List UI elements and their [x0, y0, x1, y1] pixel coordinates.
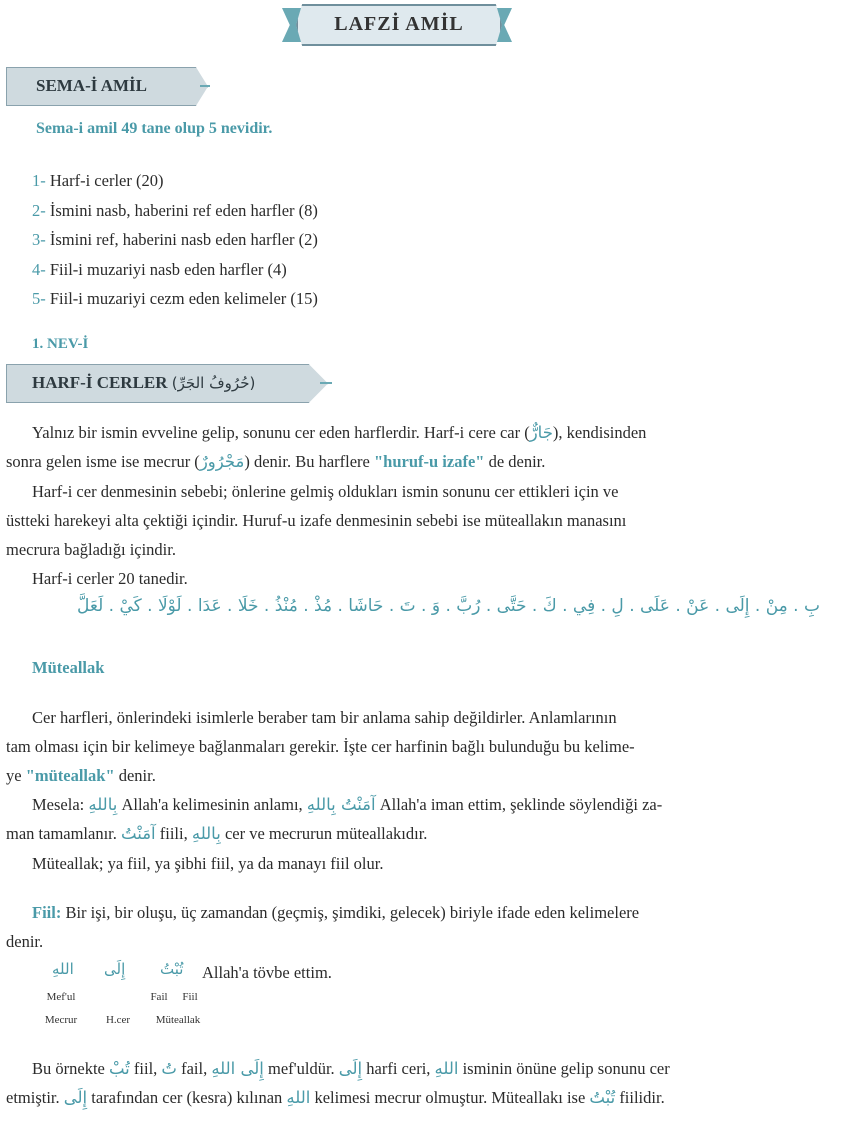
harf-heading: HARF-İ CERLER (حُرُوفُ الجَرِّ): [32, 373, 256, 392]
sema-banner-dash: [200, 85, 210, 87]
list-item: 4- Fiil-i muzariyi nasb eden harfler (4): [32, 259, 287, 279]
page-title: LAFZİ AMİL: [334, 13, 464, 35]
fiil-ex-tubtu: تُبْتُ: [160, 960, 184, 978]
list-item: 1- Harf-i cerler (20): [32, 171, 164, 190]
label-mefl: Mef'ul: [46, 991, 76, 1003]
fiil-ex-translation: Allah'a tövbe ettim.: [202, 963, 332, 982]
fiil-ex-ila: إِلَى: [104, 960, 126, 978]
harf-arabic-list: بِ . مِنْ . إِلَى . عَنْ . عَلَى . لِ . فِي . كَ . حَتَّى . رُبَّ . وَ . تَ . حَاشَا . مُذْ . مُنْذُ . خَلَا . عَدَا . لَوْلَا . كَيْ . لَعَلَّ: [77, 596, 820, 616]
harf-reason: Harf-i cer denmesinin sebebi; önlerine gelmiş oldukları ismin sonunu cer ettikleri için ve üstteki harekeyi alta çektiği içindir. Huruf-u izafe denmesinin sebebi ise müteallakın manasını mecrura bağladığı içindir.: [6, 482, 627, 559]
list-item: 2- İsmini nasb, haberini ref eden harfler (8): [32, 200, 318, 220]
muteallak-definition: Cer harfleri, önlerindeki isimlerle beraber tam bir anlama sahip değildirler. Anlamlarının tam olması için bir kelimeye bağlanmaları gerekir. İşte cer harfinin bağlı bulunduğu bu kelime- ye "müteallak" denir.: [6, 708, 635, 785]
nev-label: 1. NEV-İ: [32, 336, 89, 352]
example-explanation: Bu örnekte تُبْ fiil, تُ fail, إِلَى اللهِ mef'uldür. إِلَى harfi ceri, اللهِ isminin önüne gelip sonunu cer etmiştir. إِلَى tarafından cer (kesra) kılınan اللهِ kelimesi mecrur olmuştur. Müteallakı ise تُبْتُ fiilidir.: [6, 1059, 670, 1107]
label-hcer: H.cer: [105, 1014, 131, 1026]
list-item: 5- Fiil-i muzariyi cezm eden kelimeler (15): [32, 289, 318, 308]
label-muteallak: Müteallak: [155, 1014, 201, 1026]
sema-heading: SEMA-İ AMİL: [36, 76, 147, 95]
fiil-ex-allah: اللهِ: [52, 960, 74, 978]
fiil-definition: Fiil: Bir işi, bir oluşu, üç zamandan (geçmiş, şimdiki, gelecek) biriyle ifade eden kelimelere denir.: [6, 903, 640, 951]
harf-count: Harf-i cerler 20 tanedir.: [32, 569, 188, 588]
sema-intro: Sema-i amil 49 tane olup 5 nevidir.: [36, 120, 273, 137]
label-fiil: Fiil: [182, 991, 198, 1003]
sema-list: [32, 166, 318, 314]
muteallak-heading: Müteallak: [32, 658, 105, 677]
harf-banner-dash: [320, 382, 332, 384]
label-mecrur: Mecrur: [44, 1014, 78, 1026]
muteallak-example: Mesela: بِاللهِ Allah'a kelimesinin anlamı, آمَنْتُ بِاللهِ Allah'a iman ettim, şeklinde söylendiği za- man tamamlanır. آمَنْتُ fiili, بِاللهِ cer ve mecrurun müteallakıdır.: [6, 795, 663, 843]
list-item: 3- İsmini ref, haberini nasb eden harfler (2): [32, 230, 318, 249]
harf-definition: Yalnız bir ismin evveline gelip, sonunu cer eden harflerdir. Harf-i cere car (جَارٌّ), kendisinden sonra gelen isme ise mecrur (مَجْرُورٌ) denir. Bu harflere "huruf-u izafe" de denir.: [6, 423, 647, 471]
label-fail: Fail: [150, 991, 168, 1003]
muteallak-types: Müteallak; ya fiil, ya şibhi fiil, ya da manayı fiil olur.: [32, 854, 384, 873]
